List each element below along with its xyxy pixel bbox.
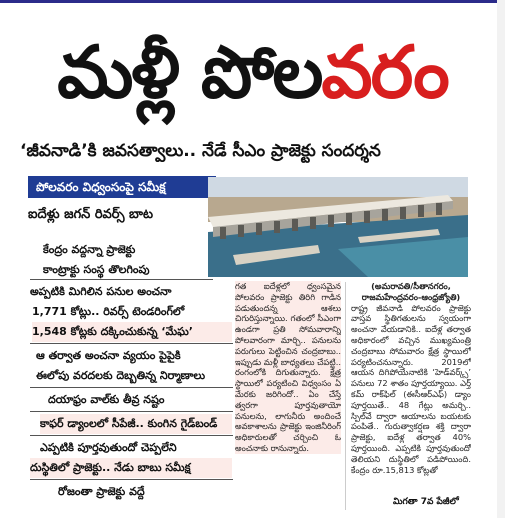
dateline: (అమరావతి/సీతానగరం, రాజమహేంద్రవరం-ఆంధ్రజ్యోతి)	[361, 281, 461, 302]
pointer-9: కాఫర్ డ్యాంలలో సీపేజీ.. కుంగిన గైడ్‌బండ్	[40, 414, 232, 434]
dam-photo	[208, 177, 468, 277]
top-rule	[0, 0, 505, 3]
article-col2-text: రాష్ట్ర జీవనాడి పోలవరం ప్రాజెక్టు వాస్తవ స్థితిగతులను స్వయంగా అంచనా వేయడానికి.. ఐదేళ్ల తర్వాత అధికారంలో వచ్చిన ముఖ్యమంత్రి చంద్రబాబు సోమవారం క్షేత్ర స్థాయిలో పర్యటించనున్నారు. 2019లో ఆయన దిగిపోయేనాటికి ‘హెడ్‌వర్క్స్’ పనులు 72 శాతం పూర్తయ్యాయి. ఎర్త్ కమ్ రాక్‌ఫిల్ (ఈసీఆర్ఎఫ్) డ్యాం పూర్తయితే.. 48 గేట్లు అమర్చి.. స్పిల్‌వే ద్వారా ఆయాలను బయటకు పంపితే.. గురుత్వాకర్షణ శక్తి ద్వారా ప్రాజెక్టు, ఐదేళ్ల తర్వాత 40% పూర్తయింది. ఎప్పటికి పూర్తవుతుందో తెలియని దుస్థితిలో పడిపోయింది. కేంద్రం రూ.15,813 కోట్లతో	[351, 302, 471, 475]
pointer-7: ఈలోపు వరదలకు దెబ్బతిన్న నిర్మాణాలు	[36, 369, 206, 382]
headline-part2: వరం	[321, 30, 448, 114]
article-column-2	[351, 281, 471, 495]
side-banner: పోలవరం విధ్వంసంపై సమీక్ష	[28, 176, 216, 198]
pointer-8: దయాఫ్రం వాల్‌కు తీవ్ర నష్టం	[48, 393, 165, 406]
subhead: ‘జీవనాడి’కి జవసత్వాలు.. నేడే సీఎం ప్రాజెక్టు సందర్శన	[20, 141, 381, 161]
divider	[30, 279, 213, 280]
headline-part1: మళ్లీ పోల	[57, 30, 322, 114]
dam-photo-illustration	[208, 177, 468, 277]
column-separator	[345, 282, 346, 510]
article-col1-text: గత ఐదేళ్లలో ధ్వంసమైన పోలవరం ప్రాజెక్టు తిరిగి గాడిన పడుతుందన్న ఆశలు చిగురిస్తున్నాయి. గతంలో సీఎంగా ఉండగా ప్రతి సోమవారాన్ని పోలవారంగా మార్చి.. పనులను పరుగులు పెట్టించిన చంద్రబాబు.. ఇప్పుడు మళ్లీ బాధ్యతలు చేపట్టి.. రంగంలోకి దిగుతున్నారు. క్షేత్ర స్థాయిలో పర్యటించి విధ్వంసం ఏ మేరకు జరిగిందో.. ఏం చేస్తే త్వరగా పూర్తవుతాయో పనులను, లాగునీరు అందించే అవకాశాలను ప్రాజెక్టు ఇంజినీరింగ్ అధికారులతో చర్చించి ఓ అంచనాకు రానున్నారు.	[235, 281, 341, 453]
pointer-11: దుస్థితిలో ప్రాజెక్టు.. నేడు బాబు సమీక్ష	[30, 458, 232, 478]
pointer-3: అప్పటికి మిగిలిన పనుల అంచనా	[30, 285, 172, 298]
pointer-2: కాంట్రాక్టు సంస్థ తొలగింపు	[43, 263, 150, 276]
page-edge	[497, 0, 505, 518]
pointer-12: రోజంతా ప్రాజెక్టు వద్దే	[58, 485, 145, 498]
divider	[30, 435, 233, 436]
divider	[30, 479, 233, 480]
subtitle: ఐదేళ్లు జగన్ రివర్స్ బాట	[28, 207, 154, 222]
pointer-5: 1,548 కోట్లకు దక్కించుకున్న ‘మేఘ’	[32, 322, 232, 342]
divider	[30, 343, 233, 344]
divider	[30, 411, 233, 412]
continued-note: మిగతా 7వ పేజీలో	[393, 497, 459, 507]
pointer-6: ఆ తర్వాత అంచనా వ్యయం పైపైకి	[36, 349, 181, 362]
divider	[30, 387, 233, 388]
pointer-4: 1,771 కోట్లు.. రివర్స్ టెండరింగ్‌లో	[32, 305, 185, 318]
headline	[0, 22, 505, 122]
pointer-1: కేంద్రం వద్దన్నా ప్రాజెక్టు	[43, 243, 136, 256]
article-column-1	[235, 281, 341, 511]
pointer-10: ఎప్పటికి పూర్తవుతుందో చెప్పలేని	[40, 441, 177, 454]
